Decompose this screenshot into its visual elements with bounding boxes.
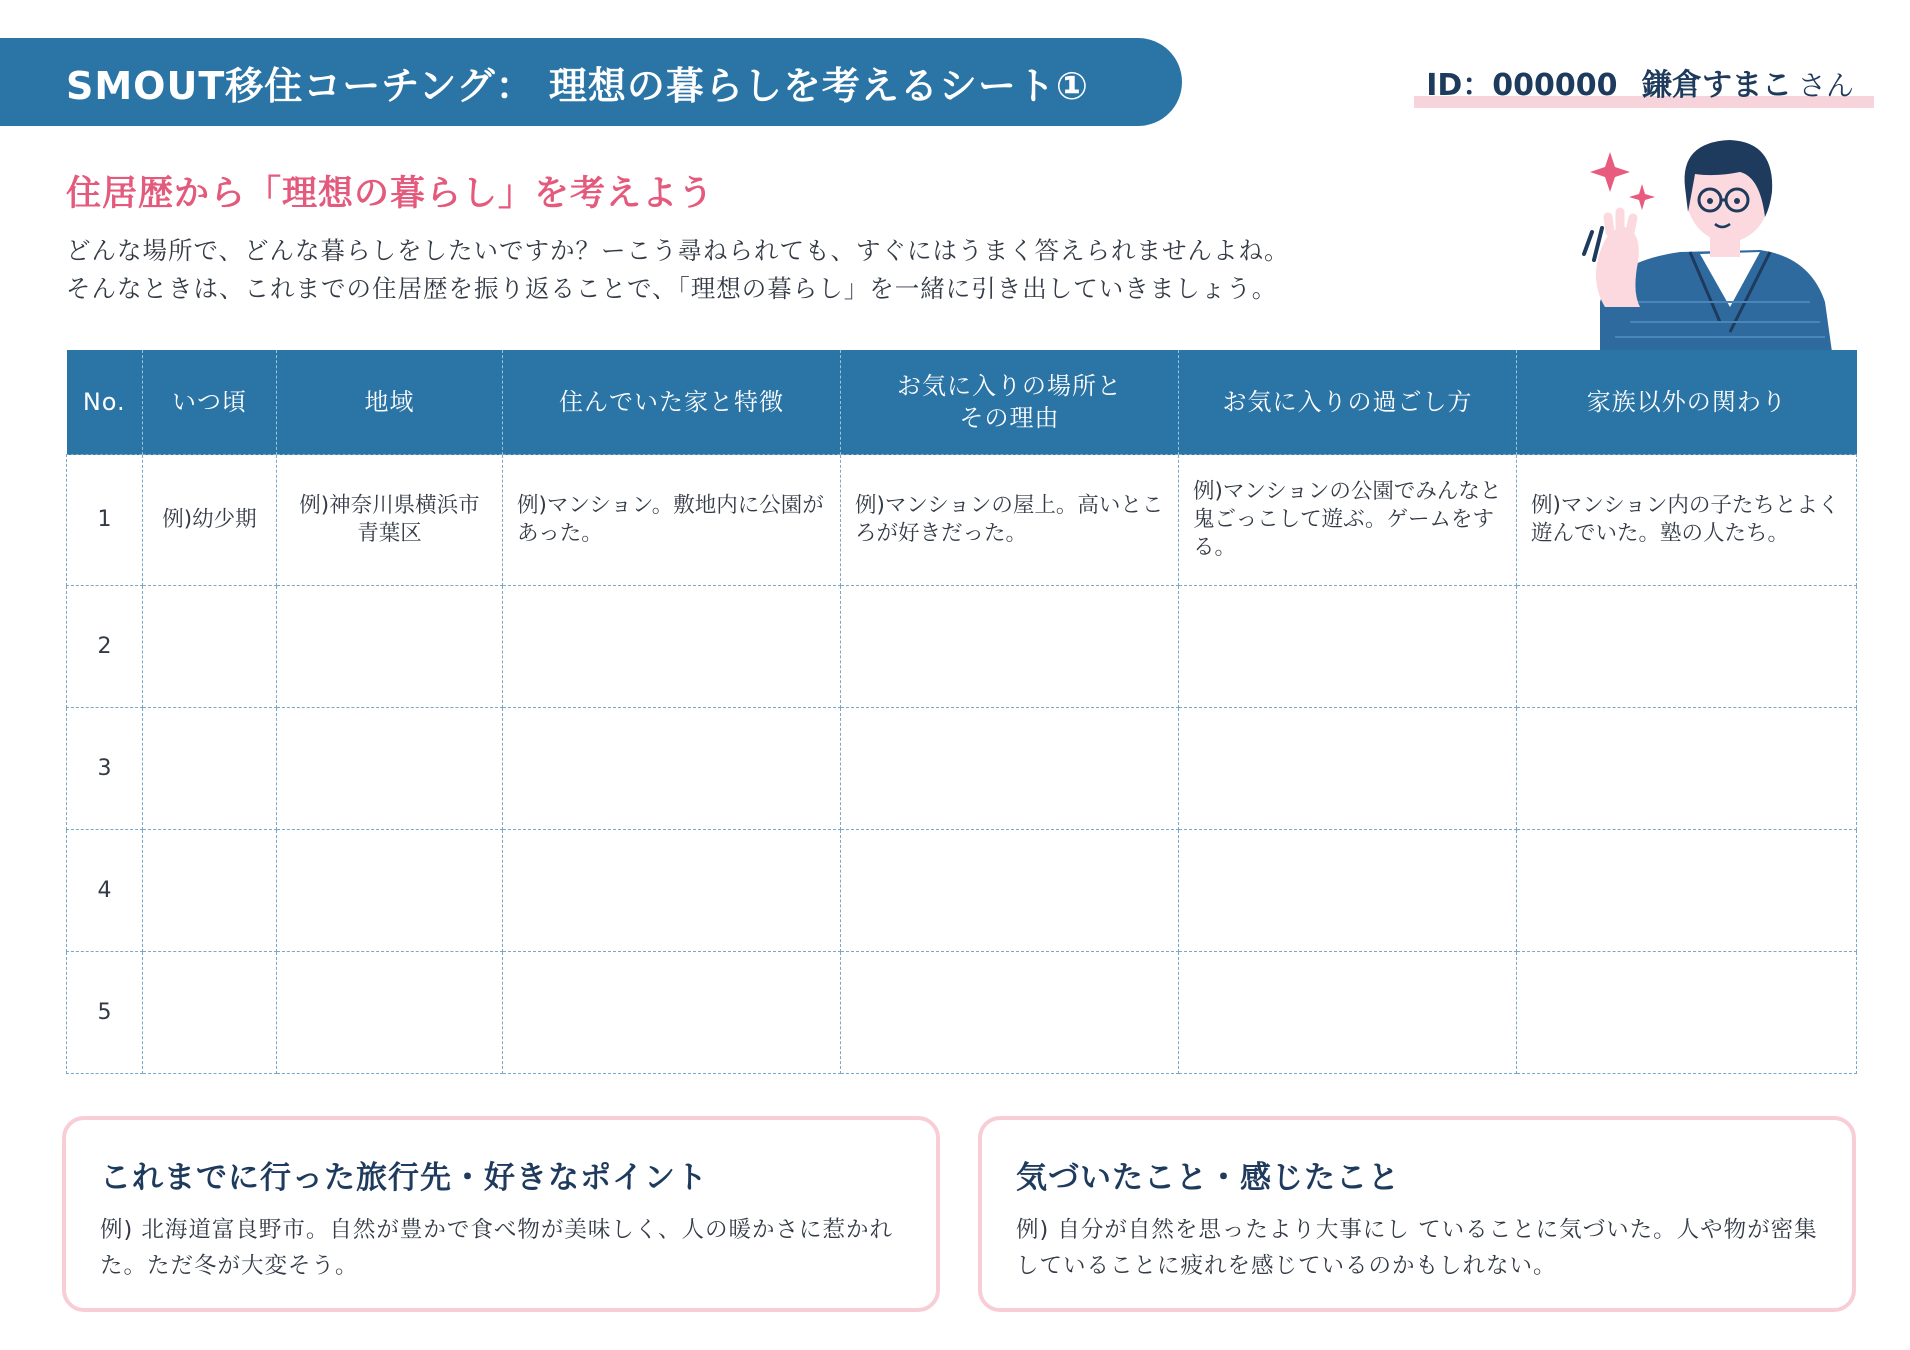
user-name: 鎌倉すまこ [1641,68,1792,103]
cell-house[interactable] [503,708,841,830]
header-area: 地域 [277,350,503,455]
cell-relations[interactable] [1517,708,1857,830]
cell-pastime[interactable] [1179,952,1517,1074]
insights-box-text[interactable]: 例) 自分が自然を思ったより大事にし ていることに気づいた。人や物が密集していることに疲れを感じているのかもしれない。 [1016,1217,1818,1279]
cell-house[interactable] [503,830,841,952]
table-header-row [67,350,1857,455]
id-value: ID：000000 [1426,68,1618,103]
cell-relations[interactable] [1517,830,1857,952]
cell-favorite-place[interactable] [841,708,1179,830]
residence-history-table [66,350,1857,1074]
cell-when[interactable] [143,830,277,952]
row-number: 5 [67,952,143,1074]
cell-when[interactable] [143,586,277,708]
header-relations: 家族以外の関わり [1517,350,1857,455]
header-house: 住んでいた家と特徴 [503,350,841,455]
cell-area[interactable] [277,586,503,708]
cell-area[interactable]: 例)神奈川県横浜市青葉区 [277,455,503,586]
travel-box-title: これまでに行った旅行先・好きなポイント [100,1152,708,1197]
title-bar [0,38,1182,126]
table-row [67,586,1857,708]
cell-relations[interactable]: 例)マンション内の子たちとよく遊んでいた。塾の人たち。 [1517,455,1857,586]
insights-box-title: 気づいたこと・感じたこと [1016,1152,1400,1197]
row-number: 4 [67,830,143,952]
row-number: 3 [67,708,143,830]
cell-when[interactable] [143,708,277,830]
cell-house[interactable]: 例)マンション。敷地内に公園があった。 [503,455,841,586]
table-row [67,708,1857,830]
row-number: 2 [67,586,143,708]
header-pastime: お気に入りの過ごし方 [1179,350,1517,455]
cell-pastime[interactable] [1179,830,1517,952]
intro-line-2: そんなときは、これまでの住居歴を振り返ることで、「理想の暮らし」を一緒に引き出していきましょう。 [66,274,1278,303]
header-favorite-place: お気に入りの場所と その理由 [841,350,1179,455]
intro-line-1: どんな場所で、どんな暮らしをしたいですか？ーこう尋ねられても、すぐにはうまく答えられませんよね。 [66,236,1290,265]
cell-when[interactable] [143,952,277,1074]
cell-pastime[interactable]: 例)マンションの公園でみんなと鬼ごっこして遊ぶ。ゲームをする。 [1179,455,1517,586]
cell-favorite-place[interactable] [841,952,1179,1074]
row-number: 1 [67,455,143,586]
user-id-label [1426,60,1854,104]
cell-house[interactable] [503,586,841,708]
sparkle-icon [1590,152,1630,192]
cell-when[interactable]: 例)幼少期 [143,455,277,586]
cell-area[interactable] [277,952,503,1074]
person-waving-illustration [1570,132,1870,352]
cell-pastime[interactable] [1179,708,1517,830]
cell-relations[interactable] [1517,952,1857,1074]
cell-house[interactable] [503,952,841,1074]
header-when: いつ頃 [143,350,277,455]
page-title: SMOUT移住コーチング： 理想の暮らしを考えるシート① [66,63,1090,108]
sparkle-icon-small [1629,184,1655,210]
insights-box [978,1116,1856,1312]
travel-box-text[interactable]: 例) 北海道富良野市。自然が豊かで食べ物が美味しく、人の暖かさに惹かれた。ただ冬が大変そう。 [100,1217,893,1279]
cell-favorite-place[interactable] [841,586,1179,708]
intro-text [66,232,1290,308]
table-row [67,952,1857,1074]
cell-area[interactable] [277,708,503,830]
cell-favorite-place[interactable]: 例)マンションの屋上。高いところが好きだった。 [841,455,1179,586]
table-row [67,830,1857,952]
header-no: No. [67,350,143,455]
section-heading: 住居歴から「理想の暮らし」を考えよう [66,174,715,214]
cell-favorite-place[interactable] [841,830,1179,952]
travel-box [62,1116,940,1312]
honorific: さん [1797,69,1854,102]
cell-pastime[interactable] [1179,586,1517,708]
cell-area[interactable] [277,830,503,952]
cell-relations[interactable] [1517,586,1857,708]
table-row-example [67,455,1857,586]
